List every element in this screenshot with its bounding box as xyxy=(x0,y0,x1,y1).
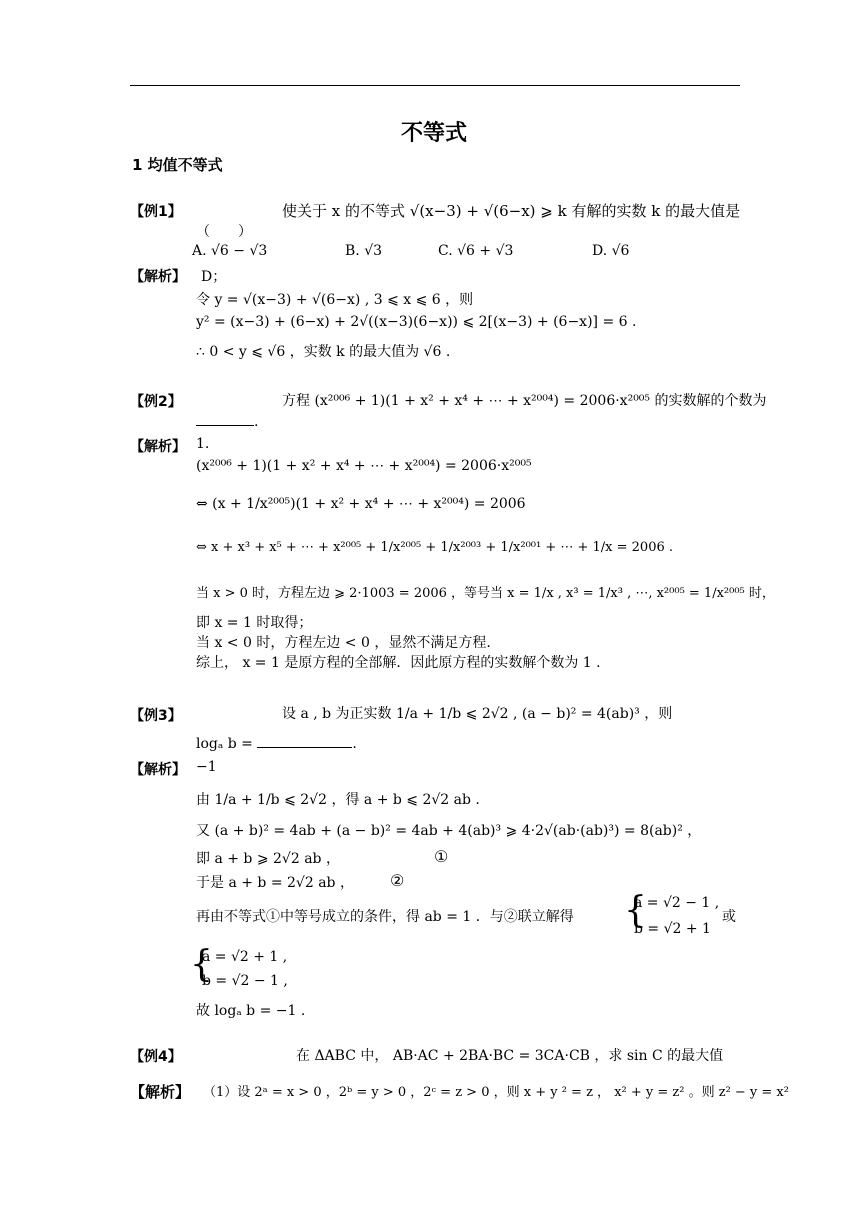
circled-two-mark: ② xyxy=(390,871,405,890)
ex3-sol-line: 由 1/a + 1/b ⩽ 2√2 ，得 a + b ⩽ 2√2 ab . xyxy=(196,792,480,808)
ex1-sol-line: y² = (x−3) + (6−x) + 2√((x−3)(6−x)) ⩽ 2[(x−3) + (6−x)] = 6 . xyxy=(196,314,637,330)
ex1-solution-label: 【解析】 xyxy=(130,269,186,285)
ex2-sol-line: (x²⁰⁰⁶ + 1)(1 + x² + x⁴ + ⋯ + x²⁰⁰⁴) = 2006·x²⁰⁰⁵ xyxy=(196,458,532,474)
ex2-answer-blank: . xyxy=(196,414,258,430)
ex1-sol-line: 令 y = √(x−3) + √(6−x) , 3 ⩽ x ⩽ 6 ，则 xyxy=(196,292,474,308)
ex1-sol-line: D； xyxy=(201,269,227,285)
ex4-question: 在 ΔABC 中， AB·AC + 2BA·BC = 3CA·CB ，求 sin C 的最大值 xyxy=(296,1048,724,1064)
ex3-sol-line: 于是 a + b = 2√2 ab ， xyxy=(196,875,354,891)
ex3-sol-line: 故 logₐ b = −1 . xyxy=(196,1003,306,1019)
ex3-or: 或 xyxy=(722,909,736,925)
ex3-solution-label: 【解析】 xyxy=(130,762,186,778)
ex3-sol-line: 即 a + b ⩾ 2√2 ab ， xyxy=(196,851,340,867)
ex1-paren: （ ） xyxy=(196,224,252,240)
ex2-sol-line: 1. xyxy=(196,436,210,452)
circled-one-mark: ① xyxy=(434,847,449,866)
system1-line: b = √2 + 1 xyxy=(634,921,711,937)
ex2-solution-label: 【解析】 xyxy=(130,439,186,455)
ex2-label: 【例2】 xyxy=(130,394,182,410)
header-rule xyxy=(130,85,740,86)
ex2-sol-line: 当 x > 0 时，方程左边 ⩾ 2·1003 = 2006 ，等号当 x = 1/x , x³ = 1/x³ , ⋯, x²⁰⁰⁵ = 1/x²⁰⁰⁵ 时， xyxy=(196,586,775,601)
ex3-ask: logₐ b = . xyxy=(196,736,357,752)
ex1-option-a: A. √6 − √3 xyxy=(192,243,268,259)
system2-line: a = √2 + 1 , xyxy=(202,949,288,965)
ex1-sol-line: ∴ 0 < y ⩽ √6 ，实数 k 的最大值为 √6 . xyxy=(196,344,451,360)
ex2-sol-line: 综上， x = 1 是原方程的全部解．因此原方程的实数解个数为 1 . xyxy=(196,655,601,671)
ex3-sol-line: 再由不等式①中等号成立的条件，得 ab = 1 ．与②联立解得 xyxy=(196,909,574,925)
left-brace: { xyxy=(624,890,647,931)
ex2-sol-line: 当 x < 0 时，方程左边 < 0 ，显然不满足方程. xyxy=(196,635,491,651)
ex3-sol-line: 又 (a + b)² = 4ab + (a − b)² = 4ab + 4(ab)³ ⩾ 4·2√(ab·(ab)³) = 8(ab)² ， xyxy=(196,823,702,839)
ex4-sol-line: （1）设 2ᵃ = x > 0 ，2ᵇ = y > 0 ，2ᶜ = z > 0 ，则 x + y ² = z ， x² + y = z² 。则 z² − y = x² xyxy=(203,1085,789,1100)
ex3-sol-line: −1 xyxy=(196,759,217,775)
ex3-label: 【例3】 xyxy=(130,708,182,724)
left-brace: { xyxy=(190,944,213,985)
ex1-question: 使关于 x 的不等式 √(x−3) + √(6−x) ⩾ k 有解的实数 k 的最大值是 xyxy=(282,202,741,220)
ex1-option-d: D. √6 xyxy=(592,243,630,259)
ex2-sol-line: ⇔ (x + 1/x²⁰⁰⁵)(1 + x² + x⁴ + ⋯ + x²⁰⁰⁴) = 2006 xyxy=(196,496,526,512)
ex1-option-c: C. √6 + √3 xyxy=(438,243,514,259)
ex2-sol-line: 即 x = 1 时取得； xyxy=(196,615,313,631)
system1-line: a = √2 − 1 , xyxy=(634,895,720,911)
page-title: 不等式 xyxy=(400,121,467,146)
ex1-label: 【例1】 xyxy=(130,204,182,220)
system2-line: b = √2 − 1 , xyxy=(202,973,288,989)
ex4-label: 【例4】 xyxy=(130,1049,182,1065)
ex2-question: 方程 (x²⁰⁰⁶ + 1)(1 + x² + x⁴ + ⋯ + x²⁰⁰⁴) = 2006·x²⁰⁰⁵ 的实数解的个数为 xyxy=(282,393,767,409)
ex3-question: 设 a , b 为正实数 1/a + 1/b ⩽ 2√2 , (a − b)² = 4(ab)³ ，则 xyxy=(282,706,673,722)
ex1-option-b: B. √3 xyxy=(345,243,383,259)
ex4-solution-label: 【解析】 xyxy=(130,1083,191,1101)
section-heading: 1 均值不等式 xyxy=(132,156,223,174)
ex2-sol-line: ⇔ x + x³ + x⁵ + ⋯ + x²⁰⁰⁵ + 1/x²⁰⁰⁵ + 1/x²⁰⁰³ + 1/x²⁰⁰¹ + ⋯ + 1/x = 2006 . xyxy=(196,540,674,555)
